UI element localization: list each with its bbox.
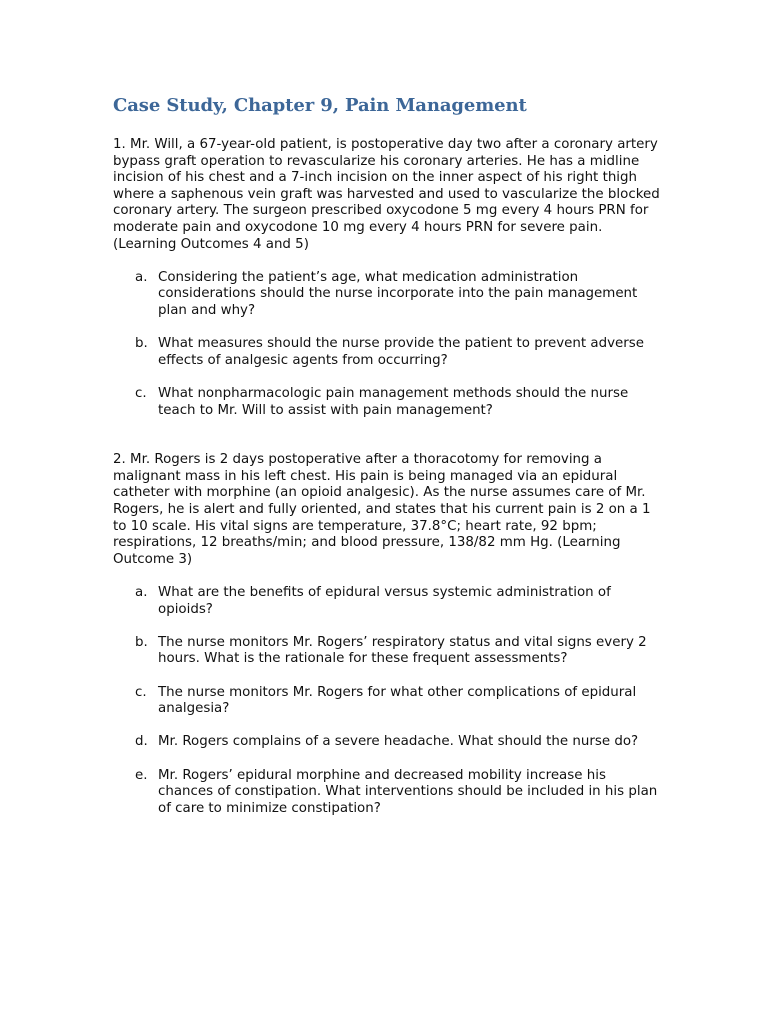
question-text: The nurse monitors Mr. Rogers for what other complications of epidural analgesia? [158, 684, 637, 717]
section-spacer [113, 436, 661, 453]
case-intro: 1. Mr. Will, a 67-year-old patient, is postoperative day two after a coronary artery bypass graft operation to revascularize his coronary arteries. He has a midline incision of his chest and a 7-inch incision on the inner aspect of his right thigh where a saphenous vein graft was harvested and used to vascularize the blocked coronary artery. The surgeon prescribed oxycodone 5 mg every 4 hours PRN for moderate pain and oxycodone 10 mg every 4 hours PRN for severe pain. (Learning Outcomes 4 and 5) [113, 137, 660, 252]
case-study-2 [113, 452, 661, 817]
question-item [113, 768, 661, 818]
question-list [113, 585, 661, 817]
question-letter: d. [135, 734, 148, 750]
question-item [113, 734, 661, 751]
question-letter: a. [135, 269, 148, 285]
question-text: What measures should the nurse provide the patient to prevent adverse effects of analgesic agents from occurring? [158, 336, 644, 368]
question-item [113, 270, 661, 320]
case-study-1 [113, 137, 661, 419]
question-letter: b. [135, 634, 148, 650]
question-item [113, 585, 661, 618]
document-title: Case Study, Chapter 9, Pain Management [113, 95, 527, 116]
question-letter: e. [135, 767, 148, 783]
question-text: The nurse monitors Mr. Rogers’ respiratory status and vital signs every 2 hours. What is the rationale for these frequent assessments? [158, 634, 647, 667]
question-list [113, 270, 661, 419]
question-item [113, 635, 661, 668]
question-letter: c. [135, 385, 147, 401]
question-text: What are the benefits of epidural versus systemic administration of opioids? [158, 585, 611, 617]
question-letter: c. [135, 684, 147, 700]
question-text: Mr. Rogers complains of a severe headache. What should the nurse do? [158, 734, 639, 750]
question-letter: a. [135, 585, 148, 601]
question-text: Mr. Rogers’ epidural morphine and decreased mobility increase his chances of constipation. What interventions should be included in his plan of care to minimize constipation? [158, 767, 658, 816]
question-text: Considering the patient’s age, what medication administration considerations should the nurse incorporate into the pain management plan and why? [158, 269, 638, 318]
question-item [113, 386, 661, 419]
document-page [113, 94, 661, 834]
question-text: What nonpharmacologic pain management methods should the nurse teach to Mr. Will to assist with pain management? [158, 385, 629, 418]
question-letter: b. [135, 336, 148, 352]
question-item [113, 685, 661, 718]
question-item [113, 336, 661, 369]
case-intro: 2. Mr. Rogers is 2 days postoperative after a thoracotomy for removing a malignant mass in his left chest. His pain is being managed via an epidural catheter with morphine (an opioid analgesic). As the nurse assumes care of Mr. Rogers, he is alert and fully oriented, and states that his current pain is 2 on a 1 to 10 scale. His vital signs are temperature, 37.8°C; heart rate, 92 bpm; respirations, 12 breaths/min; and blood pressure, 138/82 mm Hg. (Learning Outcome 3) [113, 452, 651, 567]
